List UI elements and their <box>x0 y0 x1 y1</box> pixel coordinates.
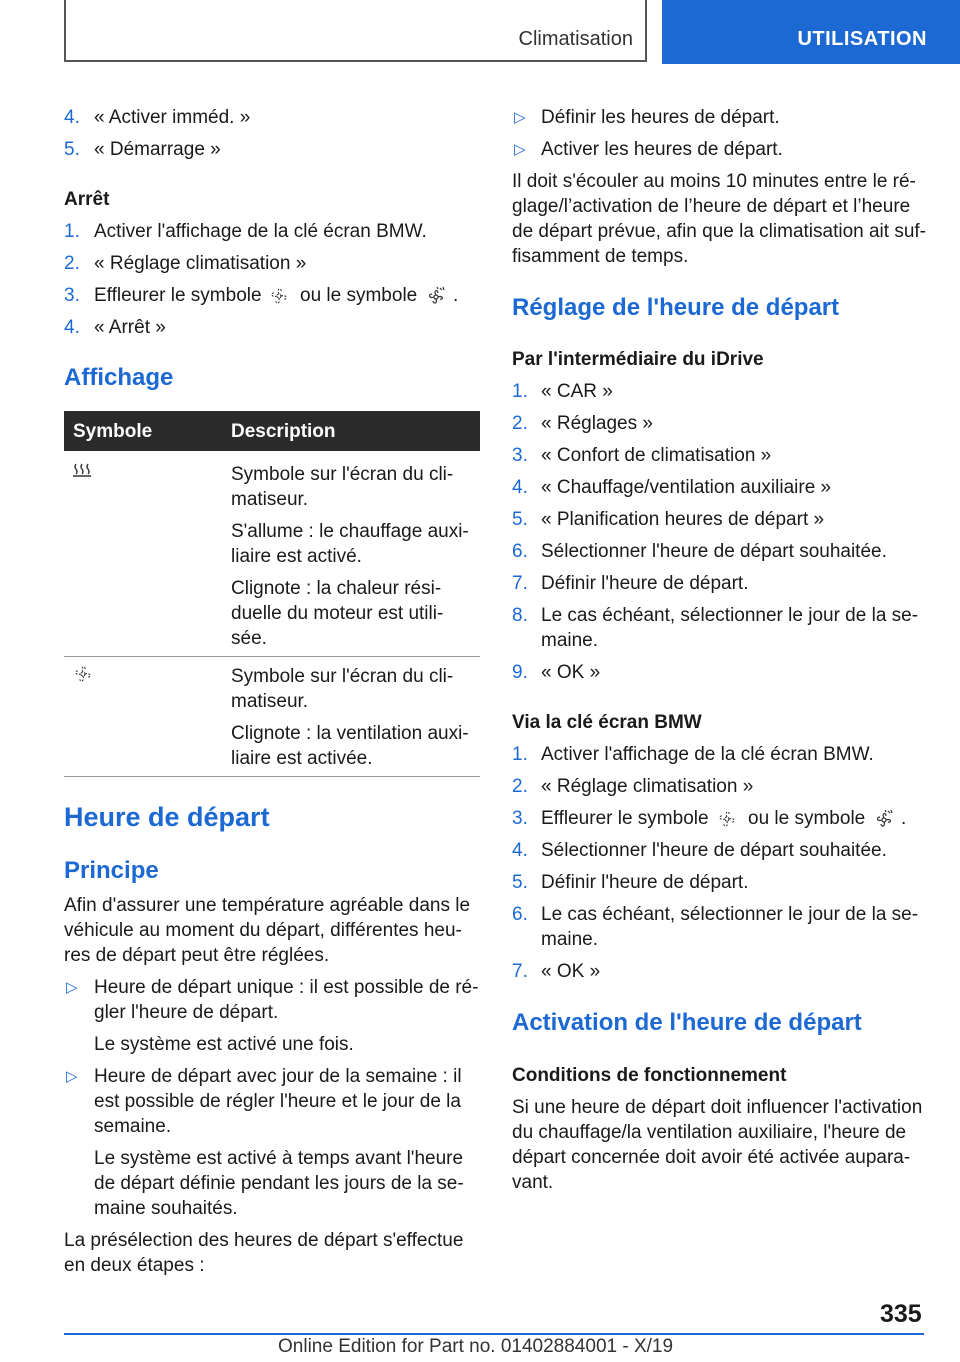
step-text: maine. <box>541 630 599 651</box>
step-text: . <box>453 285 459 306</box>
paragraph-line: vant. <box>512 1172 554 1193</box>
step-text: Sélectionner l'heure de départ souhaitée. <box>541 541 887 562</box>
step-text: « Réglage climatisation » <box>541 776 754 797</box>
affichage-heading: Affichage <box>64 364 174 391</box>
paragraph-line: La présélection des heures de départ s'effectue <box>64 1230 464 1251</box>
bullet-text: Heure de départ unique : il est possible de ré- <box>94 977 479 998</box>
step-text: « Chauffage/ventilation auxiliaire » <box>541 477 832 498</box>
step-number: 3. <box>64 285 80 306</box>
principe-heading: Principe <box>64 857 159 884</box>
step-text: « Arrêt » <box>94 317 166 338</box>
step-number: 4. <box>64 107 80 128</box>
step-text: Le cas échéant, sélectionner le jour de la se- <box>541 605 919 626</box>
bullet-triangle-icon: ▷ <box>514 141 526 158</box>
table-cell-text: Clignote : la chaleur rési- <box>231 578 442 599</box>
table-cell-text: Clignote : la ventilation auxi- <box>231 723 469 744</box>
bullet-triangle-icon: ▷ <box>66 979 78 996</box>
step-text: Activer l'affichage de la clé écran BMW. <box>541 744 874 765</box>
bullet-text: semaine. <box>94 1116 172 1137</box>
table-cell-text: matiseur. <box>231 691 309 712</box>
paragraph-line: glage/l’activation de l’heure de départ et l’heure <box>512 196 911 217</box>
table-cell-text: liaire est activée. <box>231 748 373 769</box>
step-number: 8. <box>512 605 528 626</box>
step-number: 2. <box>64 253 80 274</box>
paragraph-line: véhicule au moment du départ, différentes heu- <box>64 920 462 941</box>
step-text: « Réglage climatisation » <box>94 253 307 274</box>
bullet-triangle-icon: ▷ <box>514 109 526 126</box>
step-number: 4. <box>64 317 80 338</box>
step-number: 2. <box>512 413 528 434</box>
footer-edition: Online Edition for Part no. 01402884001 - X/19 <box>278 1336 674 1357</box>
step-number: 5. <box>64 139 80 160</box>
step-text: Définir l'heure de départ. <box>541 573 749 594</box>
bullet-text: Le système est activé à temps avant l'heure <box>94 1148 464 1169</box>
paragraph-line: Afin d'assurer une température agréable dans le <box>64 895 471 916</box>
bullet-text: Heure de départ avec jour de la semaine : il <box>94 1066 462 1087</box>
paragraph-line: départ concernée doit avoir été activée aupara- <box>512 1147 911 1168</box>
step-number: 5. <box>512 872 528 893</box>
table-cell-text: matiseur. <box>231 489 309 510</box>
step-number: 3. <box>512 808 528 829</box>
heater-icon <box>72 462 92 478</box>
bullet-text: gler l'heure de départ. <box>94 1002 279 1023</box>
fan-active-icon <box>874 809 894 829</box>
step-text: « CAR » <box>541 381 613 402</box>
bullet-text: Activer les heures de départ. <box>541 139 783 160</box>
step-number: 7. <box>512 961 528 982</box>
step-text: « Activer imméd. » <box>94 107 251 128</box>
table-header <box>64 411 480 451</box>
paragraph-line: en deux étapes : <box>64 1255 205 1276</box>
table-cell-text: Symbole sur l'écran du cli- <box>231 666 454 687</box>
fan-icon <box>716 809 738 829</box>
bullet-text: de départ définie pendant les jours de la se- <box>94 1173 464 1194</box>
fan-active-icon <box>426 286 446 306</box>
table-divider <box>64 776 480 777</box>
section-tab <box>662 0 960 64</box>
step-text: « Démarrage » <box>94 139 221 160</box>
step-text: « OK » <box>541 961 601 982</box>
section-title: UTILISATION <box>797 28 927 50</box>
step-text: « Réglages » <box>541 413 653 434</box>
chapter-title: Climatisation <box>518 28 633 50</box>
step-text: . <box>901 808 907 829</box>
step-text: Le cas échéant, sélectionner le jour de la se- <box>541 904 919 925</box>
step-number: 6. <box>512 904 528 925</box>
paragraph-line: res de départ peut être réglées. <box>64 945 330 966</box>
bullet-text: est possible de régler l'heure et le jour de la <box>94 1091 461 1112</box>
conditions-heading: Conditions de fonctionnement <box>512 1065 787 1086</box>
step-text: « Planification heures de départ » <box>541 509 825 530</box>
bullet-text: maine souhaités. <box>94 1198 238 1219</box>
table-divider <box>64 656 480 657</box>
page-number: 335 <box>880 1300 922 1328</box>
arret-heading: Arrêt <box>64 189 110 210</box>
step-text: Sélectionner l'heure de départ souhaitée. <box>541 840 887 861</box>
paragraph-line: fisamment de temps. <box>512 246 689 267</box>
step-number: 4. <box>512 477 528 498</box>
footer-divider <box>64 1333 924 1335</box>
paragraph-line: Si une heure de départ doit influencer l'activation <box>512 1097 923 1118</box>
step-number: 1. <box>512 744 528 765</box>
reglage-heading: Réglage de l'heure de départ <box>512 294 840 321</box>
step-number: 1. <box>64 221 80 242</box>
step-text: Effleurer le symbole <box>94 285 262 306</box>
step-text: Définir l'heure de départ. <box>541 872 749 893</box>
bullet-triangle-icon: ▷ <box>66 1068 78 1085</box>
heure-depart-heading: Heure de départ <box>64 802 270 832</box>
table-cell-text: duelle du moteur est utili- <box>231 603 444 624</box>
step-number: 9. <box>512 662 528 683</box>
step-number: 6. <box>512 541 528 562</box>
page-header <box>0 0 960 66</box>
fan-icon <box>72 664 94 684</box>
table-cell-text: sée. <box>231 628 267 649</box>
chapter-tab <box>64 0 647 62</box>
step-text: ou le symbole <box>748 808 866 829</box>
step-text: « Confort de climatisation » <box>541 445 772 466</box>
bullet-text: Définir les heures de départ. <box>541 107 780 128</box>
table-cell-text: liaire est activé. <box>231 546 362 567</box>
table-header-description: Description <box>231 421 336 442</box>
step-text: maine. <box>541 929 599 950</box>
bullet-text: Le système est activé une fois. <box>94 1034 354 1055</box>
step-text: Activer l'affichage de la clé écran BMW. <box>94 221 427 242</box>
cle-heading: Via la clé écran BMW <box>512 712 702 733</box>
table-cell-text: Symbole sur l'écran du cli- <box>231 464 454 485</box>
table-header-symbol: Symbole <box>73 421 153 442</box>
step-text: ou le symbole <box>300 285 418 306</box>
idrive-heading: Par l'intermédiaire du iDrive <box>512 349 764 370</box>
step-text: Effleurer le symbole <box>541 808 709 829</box>
step-number: 5. <box>512 509 528 530</box>
paragraph-line: de départ prévue, afin que la climatisation ait suf- <box>512 221 927 242</box>
paragraph-line: du chauffage/la ventilation auxiliaire, l'heure de <box>512 1122 907 1143</box>
activation-heading: Activation de l'heure de départ <box>512 1009 862 1036</box>
step-number: 2. <box>512 776 528 797</box>
fan-icon <box>268 286 290 306</box>
step-text: « OK » <box>541 662 601 683</box>
step-number: 7. <box>512 573 528 594</box>
step-number: 3. <box>512 445 528 466</box>
step-number: 4. <box>512 840 528 861</box>
table-cell-text: S'allume : le chauffage auxi- <box>231 521 469 542</box>
step-number: 1. <box>512 381 528 402</box>
paragraph-line: Il doit s'écouler au moins 10 minutes entre le ré- <box>512 171 916 192</box>
